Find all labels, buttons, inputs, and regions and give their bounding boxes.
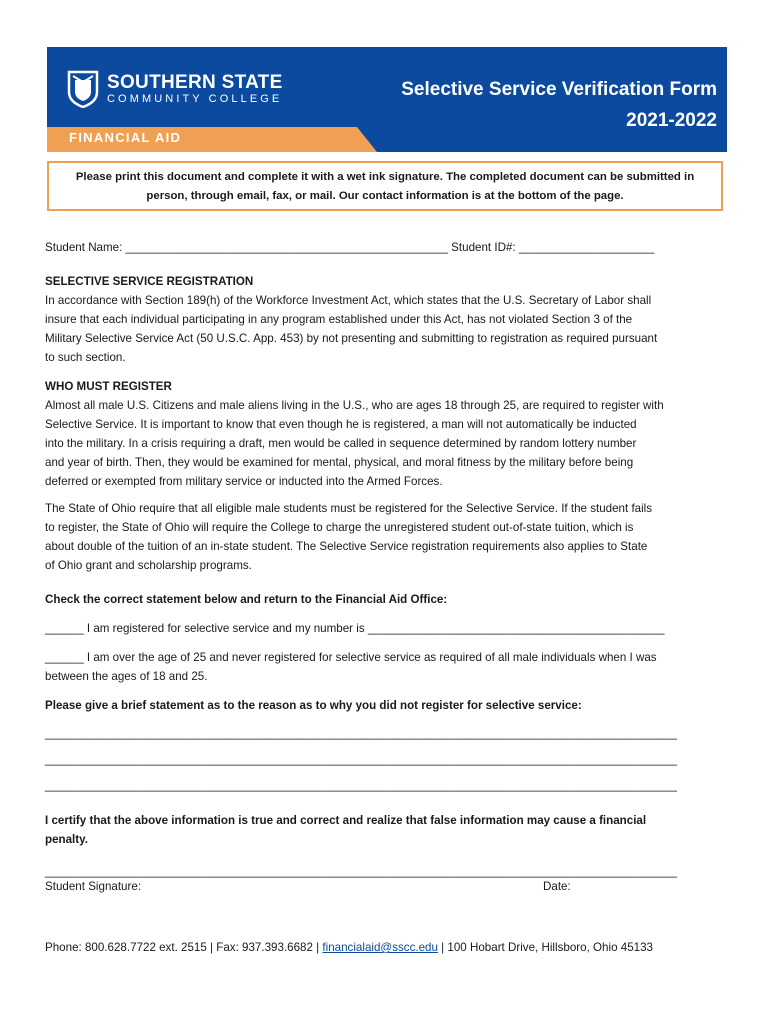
- paragraph-line: deferred or exempted from military service or inducted into the Armed Forces.: [45, 475, 443, 488]
- department-label: FINANCIAL AID: [69, 130, 182, 145]
- notice-line: person, through email, fax, or mail. Our contact information is at the bottom of the page.: [146, 189, 624, 202]
- college-logo: [67, 69, 283, 109]
- check-statement-heading: Check the correct statement below and return to the Financial Aid Office:: [45, 593, 448, 606]
- not-registered-option-cont: between the ages of 18 and 25.: [45, 670, 208, 683]
- logo-name: SOUTHERN STATE: [107, 72, 283, 93]
- reason-heading: Please give a brief statement as to the reason as to why you did not register for selective service:: [45, 699, 582, 712]
- paragraph-line: of Ohio grant and scholarship programs.: [45, 559, 252, 572]
- header-banner: [47, 47, 727, 152]
- paragraph-line: and year of birth. Then, they would be examined for mental, physical, and moral fitness by the military before being: [45, 456, 634, 469]
- shield-logo-icon: [67, 70, 99, 108]
- logo-subtitle: COMMUNITY COLLEGE: [107, 93, 283, 105]
- paragraph-line: into the military. In a crisis requiring a draft, men would be called in sequence determined by random lottery number: [45, 437, 637, 450]
- ohio-paragraph: [45, 499, 725, 575]
- registered-option[interactable]: ______ I am registered for selective service and my number is ______________________________________________: [45, 622, 665, 635]
- contact-phone-fax: Phone: 800.628.7722 ext. 2515 | Fax: 937.393.6682 |: [45, 941, 323, 954]
- reason-blank-line[interactable]: __________________________________________________________________________________________________: [45, 753, 677, 766]
- who-must-register-paragraph: [45, 396, 725, 491]
- date-label: Date:: [543, 880, 571, 893]
- contact-footer: [45, 941, 653, 954]
- paragraph-line: Almost all male U.S. Citizens and male aliens living in the U.S., who are ages 18 through 25, are required to register with: [45, 399, 664, 412]
- paragraph-line: insure that each individual participating in any program established under this Act, has not violated Section 3 of the: [45, 313, 633, 326]
- notice-line: Please print this document and complete it with a wet ink signature. The completed document can be submitted in: [75, 171, 695, 183]
- registration-paragraph: [45, 291, 725, 367]
- form-year: 2021-2022: [626, 110, 717, 131]
- paragraph-line: to register, the State of Ohio will require the College to charge the unregistered student out-of-state tuition, which is: [45, 521, 634, 534]
- paragraph-line: to such section.: [45, 351, 126, 364]
- not-registered-option[interactable]: ______ I am over the age of 25 and never registered for selective service as required of all male individuals when I was: [45, 651, 657, 664]
- paragraph-line: Military Selective Service Act (50 U.S.C. App. 453) by not presenting and submitting to registration as required pursuant: [45, 332, 658, 345]
- instructions-notice: [47, 161, 723, 211]
- reason-blank-line[interactable]: __________________________________________________________________________________________________: [45, 779, 677, 792]
- certification-statement-cont: penalty.: [45, 833, 88, 846]
- form-title: Selective Service Verification Form: [401, 79, 717, 100]
- student-name-id-field[interactable]: Student Name: __________________________________________________ Student ID#: _____________________: [45, 241, 655, 254]
- paragraph-line: The State of Ohio require that all eligible male students must be registered for the Selective Service. If the student fails: [45, 502, 653, 515]
- registration-heading: SELECTIVE SERVICE REGISTRATION: [45, 275, 254, 288]
- paragraph-line: about double of the tuition of an in-state student. The Selective Service registration requirements also applies to State: [45, 540, 648, 553]
- email-link[interactable]: financialaid@sscc.edu: [322, 941, 438, 954]
- signature-blank-line[interactable]: __________________________________________________________________________________________________: [45, 865, 677, 878]
- paragraph-line: Selective Service. It is important to know that even though he is registered, a man will not automatically be inducted: [45, 418, 637, 431]
- certification-statement: I certify that the above information is true and correct and realize that false information may cause a financial: [45, 814, 647, 827]
- contact-address: | 100 Hobart Drive, Hillsboro, Ohio 45133: [437, 941, 653, 954]
- paragraph-line: In accordance with Section 189(h) of the Workforce Investment Act, which states that the U.S. Secretary of Labor shall: [45, 294, 652, 307]
- reason-blank-line[interactable]: __________________________________________________________________________________________________: [45, 727, 677, 740]
- signature-label: Student Signature:: [45, 880, 142, 893]
- who-must-register-heading: WHO MUST REGISTER: [45, 380, 172, 393]
